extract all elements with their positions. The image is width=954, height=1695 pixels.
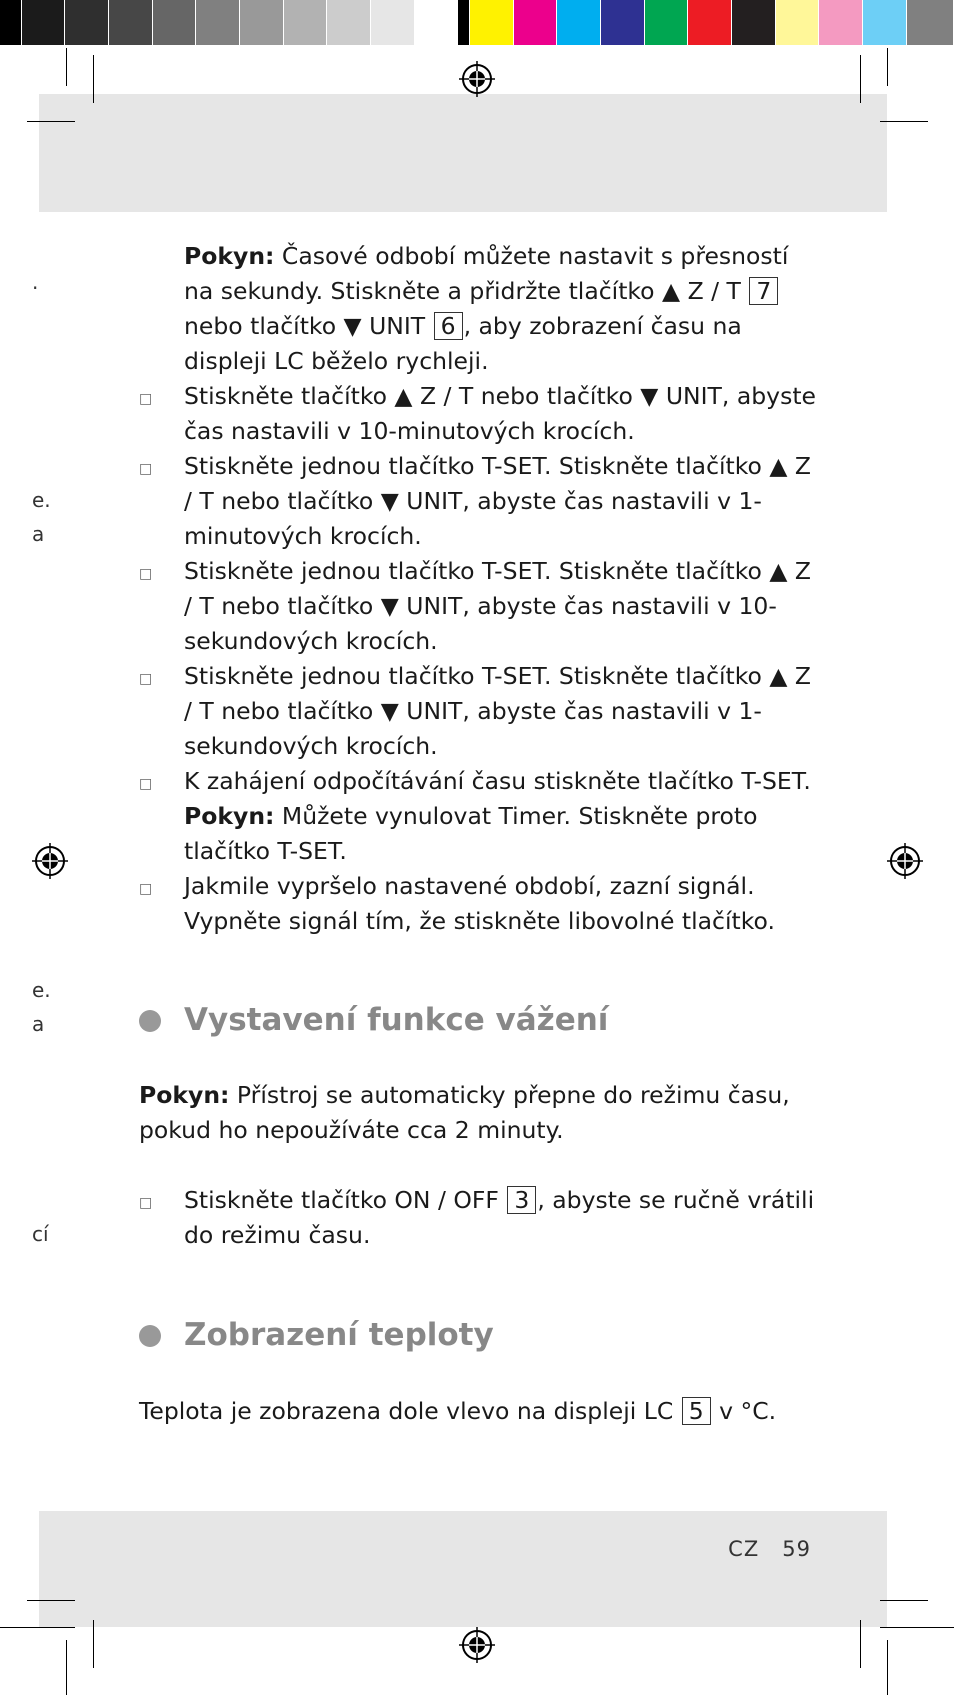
color-swatch [65, 0, 109, 45]
step-text: Stiskněte jednou tlačítko T-SET. Stiskněte tlačítko ▲ Z / T nebo tlačítko ▼ UNIT, abyste čas nastavili v 1-minutových krocích. [184, 452, 811, 550]
crop-mark [860, 1620, 861, 1668]
crop-mark [880, 1627, 954, 1628]
color-swatch [22, 0, 66, 45]
body-text: Teplota je zobrazena dole vlevo na displeji LC [139, 1397, 681, 1425]
color-swatch [557, 0, 601, 45]
top-gray-band [39, 94, 887, 212]
step-text: Stiskněte jednou tlačítko T-SET. Stiskněte tlačítko ▲ Z / T nebo tlačítko ▼ UNIT, abyste čas nastavili v 10-sekundových krocích. [184, 557, 811, 655]
note-text: nebo tlačítko ▼ UNIT [184, 312, 433, 340]
list-item [139, 869, 819, 939]
temperature-paragraph [139, 1394, 819, 1429]
heading-bullet-icon [139, 1325, 161, 1347]
language-code: CZ [728, 1537, 760, 1561]
edge-fragment: cí [32, 1222, 49, 1246]
crop-mark [27, 1600, 75, 1601]
edge-fragment: a [32, 1012, 45, 1036]
color-swatch [514, 0, 558, 45]
list-item [139, 554, 819, 659]
note-text: Přístroj se automaticky přepne do režimu času, pokud ho nepoužíváte cca 2 minuty. [139, 1081, 790, 1144]
section-heading-text: Zobrazení teploty [184, 1317, 494, 1353]
registration-mark-icon [32, 843, 68, 879]
reference-number-box: 3 [507, 1186, 536, 1214]
color-swatch [196, 0, 240, 45]
step-text: K zahájení odpočítávání času stiskněte tlačítko T-SET. [184, 767, 811, 795]
color-swatch [458, 0, 470, 45]
color-swatch [371, 0, 415, 45]
bottom-gray-band [39, 1511, 887, 1627]
registration-mark-icon [459, 1627, 495, 1663]
reference-number-box: 7 [749, 277, 778, 305]
color-swatch [470, 0, 514, 45]
list-item [139, 764, 819, 869]
edge-fragment: a [32, 522, 45, 546]
step-text: Stiskněte jednou tlačítko T-SET. Stiskněte tlačítko ▲ Z / T nebo tlačítko ▼ UNIT, abyste čas nastavili v 1-sekundových krocích. [184, 662, 811, 760]
checkbox-bullet-icon: □ [139, 461, 153, 477]
color-swatch [645, 0, 689, 45]
note-label: Pokyn: [184, 802, 275, 830]
checkbox-bullet-icon: □ [139, 566, 153, 582]
page-number: 59 [782, 1537, 811, 1561]
heading-bullet-icon [139, 1010, 161, 1032]
color-swatch [284, 0, 328, 45]
checkbox-bullet-icon: □ [139, 671, 153, 687]
crop-mark [880, 121, 928, 122]
crop-mark [880, 1600, 928, 1601]
step-text: Jakmile vypršelo nastavené období, zazní signál. Vypněte signál tím, že stiskněte libovolné tlačítko. [184, 872, 775, 935]
registration-mark-icon [459, 61, 495, 97]
color-swatch [109, 0, 153, 45]
color-swatch [819, 0, 863, 45]
section-heading [139, 1318, 819, 1353]
color-swatch [776, 0, 820, 45]
checkbox-bullet-icon: □ [139, 881, 153, 897]
step-text: Stiskněte tlačítko ON / OFF [184, 1186, 507, 1214]
section-heading [139, 1003, 819, 1038]
registration-mark-icon [887, 843, 923, 879]
list-item [139, 449, 819, 554]
color-swatch [153, 0, 197, 45]
crop-mark [887, 48, 888, 86]
reference-number-box: 6 [434, 312, 463, 340]
step-text: , abyste se ručně vrátili do režimu času. [184, 1186, 815, 1249]
crop-mark [93, 55, 94, 103]
color-swatch [688, 0, 732, 45]
edge-fragment: · [32, 276, 39, 300]
list-item [139, 379, 819, 449]
section-temperature [139, 1318, 819, 1353]
section-heading-text: Vystavení funkce vážení [184, 1002, 609, 1038]
body-text: v °C. [711, 1397, 777, 1425]
note-text: , aby zobrazení času na displeji LC běželo rychleji. [184, 312, 742, 375]
color-swatch [732, 0, 776, 45]
checkbox-bullet-icon: □ [139, 1195, 153, 1211]
crop-mark [93, 1620, 94, 1668]
color-swatch [415, 0, 459, 45]
section-weighing [139, 1003, 819, 1038]
list-item [139, 659, 819, 764]
color-calibration-bar [0, 0, 954, 48]
reference-number-box: 5 [682, 1397, 711, 1425]
color-swatch [0, 0, 22, 45]
note-label: Pokyn: [184, 242, 275, 270]
color-swatch [601, 0, 645, 45]
weighing-steps [139, 1183, 819, 1253]
checkbox-bullet-icon: □ [139, 391, 153, 407]
crop-mark [860, 55, 861, 103]
color-swatch [907, 0, 954, 45]
color-swatch [240, 0, 284, 45]
color-swatch [327, 0, 371, 45]
edge-fragment: e. [32, 488, 51, 512]
step-text: Stiskněte tlačítko ▲ Z / T nebo tlačítko ▼ UNIT, abyste čas nastavili v 10-minutových krocích. [184, 382, 816, 445]
crop-mark [887, 1640, 888, 1695]
weighing-note [139, 1078, 819, 1148]
crop-mark [66, 1640, 67, 1695]
list-item [139, 1183, 819, 1253]
checkbox-bullet-icon: □ [139, 776, 153, 792]
note-paragraph [184, 239, 819, 379]
page-footer [728, 1537, 811, 1561]
crop-mark [66, 48, 67, 86]
edge-fragment: e. [32, 978, 51, 1002]
crop-mark [27, 121, 75, 122]
note-text: Časové odbobí můžete nastavit s přesností na sekundy. Stiskněte a přidržte tlačítko ▲ Z / T [184, 242, 789, 305]
color-swatch [863, 0, 907, 45]
crop-mark [0, 1627, 75, 1628]
note-label: Pokyn: [139, 1081, 230, 1109]
timer-instructions [139, 239, 819, 939]
note-text: Můžete vynulovat Timer. Stiskněte proto tlačítko T-SET. [184, 802, 758, 865]
